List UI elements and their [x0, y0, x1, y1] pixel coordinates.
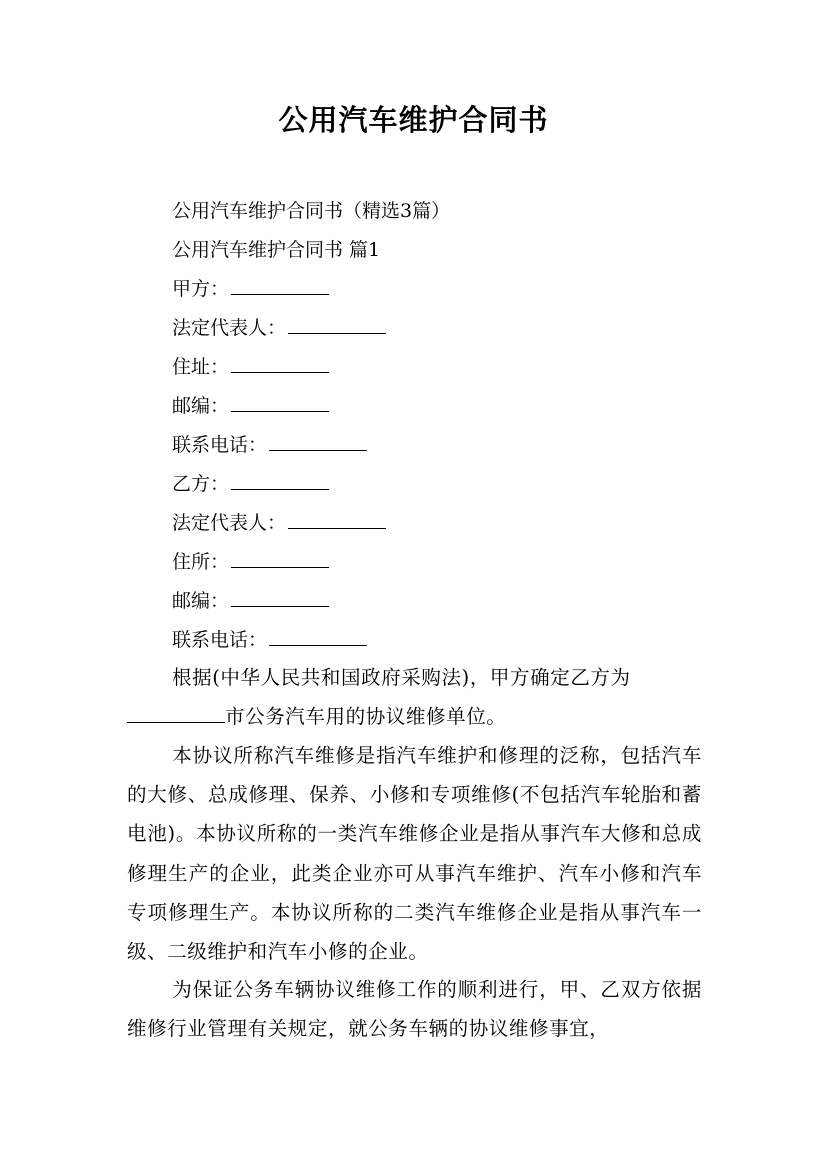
field-phone-a [172, 432, 367, 458]
subtitle-line: 公用汽车维护合同书（精选3篇） [172, 200, 451, 222]
field-label: 法定代表人： [172, 512, 287, 534]
paragraph-text: 本协议所称汽车维修是指汽车维护和修理的泛称，包括汽车的大修、总成修理、保养、小修和专项维修(不包括汽车轮胎和蓄电池)。本协议所称的一类汽车维修企业是指从事汽车大修和总成修理生产的企业，此类企业亦可从事汽车维护、汽车小修和汽车专项修理生产。本协议所称的二类汽车维修企业是指从事汽车一级、二级维护和汽车小修的企业。 [127, 744, 702, 964]
blank-line [288, 510, 386, 529]
blank-line [231, 588, 329, 607]
paragraph-text: 根据(中华人民共和国政府采购法)，甲方确定乙方为 [172, 666, 631, 689]
blank-line [269, 432, 367, 451]
field-label: 法定代表人： [172, 317, 287, 339]
paragraph-purpose [127, 970, 702, 1048]
field-label: 邮编： [172, 395, 230, 417]
blank-line [269, 627, 367, 646]
field-postcode-a [172, 393, 329, 419]
field-address-b [172, 549, 329, 575]
field-label: 联系电话： [172, 434, 268, 456]
blank-line [231, 276, 329, 295]
field-party-a [172, 276, 329, 302]
field-label: 联系电话： [172, 629, 268, 651]
field-label: 住址： [172, 356, 230, 378]
field-label: 甲方： [172, 278, 230, 300]
field-phone-b [172, 627, 367, 653]
field-legal-rep-a [172, 315, 386, 341]
field-label: 乙方： [172, 473, 230, 495]
blank-line [127, 704, 225, 723]
paragraph-definition [127, 736, 702, 971]
paragraph-text: 为保证公务车辆协议维修工作的顺利进行，甲、乙双方依据维修行业管理有关规定，就公务车辆的协议维修事宜， [127, 978, 702, 1041]
field-label: 住所： [172, 551, 230, 573]
field-label: 邮编： [172, 590, 230, 612]
document-title: 公用汽车维护合同书 [278, 103, 549, 137]
blank-line [231, 393, 329, 412]
field-legal-rep-b [172, 510, 386, 536]
paragraph-text: 市公务汽车用的协议维修单位。 [225, 705, 507, 729]
blank-line [288, 315, 386, 334]
paragraph-basis [127, 658, 702, 736]
field-address-a [172, 354, 329, 380]
blank-line [231, 549, 329, 568]
field-party-b [172, 471, 329, 497]
field-postcode-b [172, 588, 329, 614]
blank-line [231, 354, 329, 373]
blank-line [231, 471, 329, 490]
section-heading: 公用汽车维护合同书 篇1 [172, 239, 381, 261]
